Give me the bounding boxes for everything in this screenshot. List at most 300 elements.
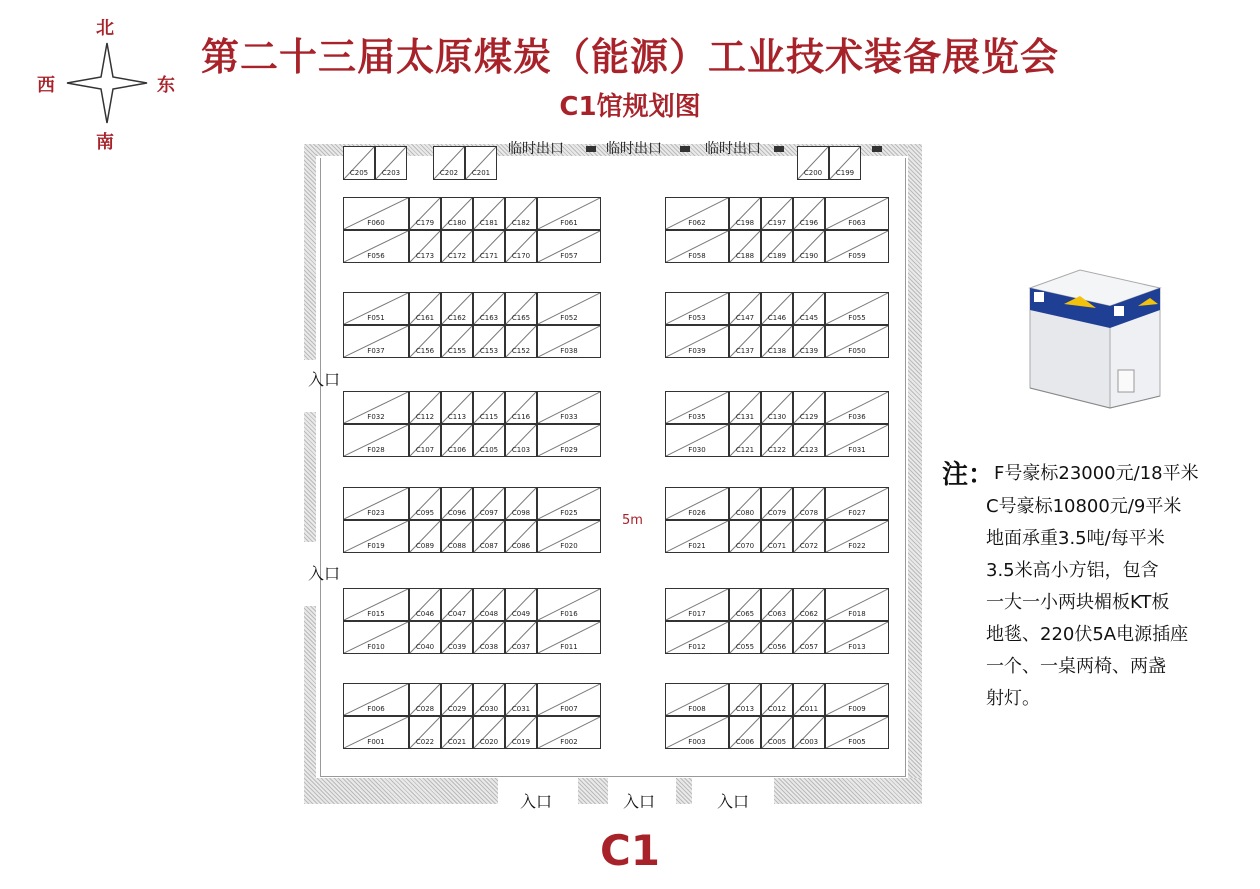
booth-f009[interactable]: [825, 683, 889, 716]
booth-number: F016: [560, 610, 578, 618]
booth-c152[interactable]: [505, 325, 537, 358]
booth-number: C115: [479, 413, 499, 421]
booth-number: C182: [511, 219, 531, 227]
booth-number: C056: [767, 643, 787, 651]
booth-number: C040: [415, 643, 435, 651]
booth-f033[interactable]: [537, 391, 601, 424]
booth-c037[interactable]: [505, 621, 537, 654]
booth-number: C096: [447, 509, 467, 517]
booth-c202[interactable]: [433, 146, 465, 180]
booth-number: C165: [511, 314, 531, 322]
booth-number: F025: [560, 509, 578, 517]
booth-number: C103: [511, 446, 531, 454]
booth-number: C145: [799, 314, 819, 322]
booth-f050[interactable]: [825, 325, 889, 358]
booth-number: F059: [848, 252, 866, 260]
wall-left-2: [304, 412, 316, 542]
booth-number: C098: [511, 509, 531, 517]
booth-f058[interactable]: [665, 230, 729, 263]
booth-illustration-image: [1000, 248, 1180, 416]
booth-c147[interactable]: [729, 292, 761, 325]
booth-number: C199: [835, 169, 855, 177]
entrance-bottom-1: 入口: [520, 792, 553, 811]
booth-c172[interactable]: [441, 230, 473, 263]
booth-number: C162: [447, 314, 467, 322]
booth-f063[interactable]: [825, 197, 889, 230]
booth-number: C131: [735, 413, 755, 421]
booth-f037[interactable]: [343, 325, 409, 358]
booth-number: C079: [767, 509, 787, 517]
booth-number: C012: [767, 705, 787, 713]
booth-number: C198: [735, 219, 755, 227]
booth-f021[interactable]: [665, 520, 729, 553]
wall-right: [908, 144, 922, 804]
booth-number: F023: [367, 509, 385, 517]
booth-c145[interactable]: [793, 292, 825, 325]
booth-f060[interactable]: [343, 197, 409, 230]
booth-f028[interactable]: [343, 424, 409, 457]
booth-number: C107: [415, 446, 435, 454]
temp-exit-label: 临时出口: [606, 141, 662, 157]
booth-number: C046: [415, 610, 435, 618]
aisle-width-label: 5m: [622, 513, 643, 528]
booth-number: C071: [767, 542, 787, 550]
booth-number: F051: [367, 314, 385, 322]
booth-number: C080: [735, 509, 755, 517]
booth-c078[interactable]: [793, 487, 825, 520]
booth-c129[interactable]: [793, 391, 825, 424]
booth-c146[interactable]: [761, 292, 793, 325]
booth-c139[interactable]: [793, 325, 825, 358]
entrance-left-2: 入口: [308, 564, 341, 583]
booth-f052[interactable]: [537, 292, 601, 325]
booth-c205[interactable]: [343, 146, 375, 180]
booth-number: F020: [560, 542, 578, 550]
booth-f001[interactable]: [343, 716, 409, 749]
booth-c049[interactable]: [505, 588, 537, 621]
booth-number: C121: [735, 446, 755, 454]
booth-c106[interactable]: [441, 424, 473, 457]
booth-number: F027: [848, 509, 866, 517]
booth-c170[interactable]: [505, 230, 537, 263]
booth-c088[interactable]: [441, 520, 473, 553]
booth-c071[interactable]: [761, 520, 793, 553]
temp-exit-label: 临时出口: [705, 141, 761, 157]
booth-number: C020: [479, 738, 499, 746]
note-line: 一大一小两块楣板KT板: [986, 592, 1170, 613]
booth-number: C123: [799, 446, 819, 454]
booth-number: C130: [767, 413, 787, 421]
booth-number: C203: [381, 169, 401, 177]
booth-f061[interactable]: [537, 197, 601, 230]
booth-c137[interactable]: [729, 325, 761, 358]
booth-number: C049: [511, 610, 531, 618]
booth-c022[interactable]: [409, 716, 441, 749]
booth-c062[interactable]: [793, 588, 825, 621]
booth-number: C129: [799, 413, 819, 421]
booth-number: F009: [848, 705, 866, 713]
booth-number: C055: [735, 643, 755, 651]
booth-c055[interactable]: [729, 621, 761, 654]
booth-c181[interactable]: [473, 197, 505, 230]
notes-panel: [942, 458, 1242, 715]
booth-c063[interactable]: [761, 588, 793, 621]
booth-c038[interactable]: [473, 621, 505, 654]
booth-f029[interactable]: [537, 424, 601, 457]
booth-number: F060: [367, 219, 385, 227]
wall-bottom-1: [304, 778, 498, 804]
booth-f016[interactable]: [537, 588, 601, 621]
booth-f036[interactable]: [825, 391, 889, 424]
booth-f015[interactable]: [343, 588, 409, 621]
booth-c189[interactable]: [761, 230, 793, 263]
booth-c122[interactable]: [761, 424, 793, 457]
booth-c173[interactable]: [409, 230, 441, 263]
booth-c199[interactable]: [829, 146, 861, 180]
booth-number: C161: [415, 314, 435, 322]
booth-f020[interactable]: [537, 520, 601, 553]
booth-number: C155: [447, 347, 467, 355]
booth-c040[interactable]: [409, 621, 441, 654]
booth-f062[interactable]: [665, 197, 729, 230]
booth-c203[interactable]: [375, 146, 407, 180]
booth-number: C196: [799, 219, 819, 227]
hall-label: C1: [599, 826, 661, 875]
booth-f002[interactable]: [537, 716, 601, 749]
booth-c138[interactable]: [761, 325, 793, 358]
booth-number: C147: [735, 314, 755, 322]
booth-number: C152: [511, 347, 531, 355]
booth-number: F038: [560, 347, 578, 355]
booth-number: F012: [688, 643, 706, 651]
booth-number: C122: [767, 446, 787, 454]
notes-heading: 注：: [942, 460, 995, 490]
booth-number: C070: [735, 542, 755, 550]
booth-c030[interactable]: [473, 683, 505, 716]
booth-number: C181: [479, 219, 499, 227]
booth-f018[interactable]: [825, 588, 889, 621]
booth-f026[interactable]: [665, 487, 729, 520]
booth-number: C038: [479, 643, 499, 651]
booth-number: C138: [767, 347, 787, 355]
wall-bottom-3: [676, 778, 692, 804]
booth-number: C065: [735, 610, 755, 618]
compass-north: 北: [96, 18, 114, 39]
booth-c153[interactable]: [473, 325, 505, 358]
booth-c095[interactable]: [409, 487, 441, 520]
booth-number: F026: [688, 509, 706, 517]
booth-number: C089: [415, 542, 435, 550]
temp-exit-label: 临时出口: [508, 141, 564, 157]
booth-number: F013: [848, 643, 866, 651]
page-title: 第二十三届太原煤炭（能源）工业技术装备展览会: [200, 35, 1059, 79]
booth-number: F061: [560, 219, 578, 227]
exit-marker: [872, 146, 882, 152]
exit-marker: [586, 146, 596, 152]
booth-c156[interactable]: [409, 325, 441, 358]
booth-f017[interactable]: [665, 588, 729, 621]
wall-left-1: [304, 144, 316, 360]
booth-f013[interactable]: [825, 621, 889, 654]
booth-number: F057: [560, 252, 578, 260]
booth-f003[interactable]: [665, 716, 729, 749]
booth-f056[interactable]: [343, 230, 409, 263]
booth-number: F019: [367, 542, 385, 550]
booth-f012[interactable]: [665, 621, 729, 654]
booth-f011[interactable]: [537, 621, 601, 654]
booth-number: F030: [688, 446, 706, 454]
booth-f039[interactable]: [665, 325, 729, 358]
booth-number: F015: [367, 610, 385, 618]
booth-f025[interactable]: [537, 487, 601, 520]
booth-number: F062: [688, 219, 706, 227]
booth-c188[interactable]: [729, 230, 761, 263]
booth-number: F056: [367, 252, 385, 260]
booth-number: C029: [447, 705, 467, 713]
booth-c057[interactable]: [793, 621, 825, 654]
booth-number: C088: [447, 542, 467, 550]
compass-icon: [62, 38, 152, 128]
booth-f008[interactable]: [665, 683, 729, 716]
booth-c029[interactable]: [441, 683, 473, 716]
booth-f032[interactable]: [343, 391, 409, 424]
booth-f055[interactable]: [825, 292, 889, 325]
entrance-bottom-2: 入口: [623, 792, 656, 811]
wall-left-3: [304, 606, 316, 804]
booth-number: C163: [479, 314, 499, 322]
booth-number: F063: [848, 219, 866, 227]
booth-number: C139: [799, 347, 819, 355]
booth-number: C047: [447, 610, 467, 618]
booth-c080[interactable]: [729, 487, 761, 520]
booth-number: F008: [688, 705, 706, 713]
note-line: C号豪标10800元/9平米: [986, 496, 1182, 517]
booth-number: C172: [447, 252, 467, 260]
booth-c048[interactable]: [473, 588, 505, 621]
booth-number: C039: [447, 643, 467, 651]
booth-c087[interactable]: [473, 520, 505, 553]
booth-number: C200: [803, 169, 823, 177]
note-line: F号豪标23000元/18平米: [994, 463, 1199, 484]
booth-c196[interactable]: [793, 197, 825, 230]
booth-number: C003: [799, 738, 819, 746]
booth-c031[interactable]: [505, 683, 537, 716]
booth-number: C013: [735, 705, 755, 713]
booth-c182[interactable]: [505, 197, 537, 230]
booth-f035[interactable]: [665, 391, 729, 424]
booth-number: C072: [799, 542, 819, 550]
wall-bottom-2: [578, 778, 608, 804]
booth-number: C097: [479, 509, 499, 517]
booth-c162[interactable]: [441, 292, 473, 325]
booth-f053[interactable]: [665, 292, 729, 325]
booth-c161[interactable]: [409, 292, 441, 325]
booth-c201[interactable]: [465, 146, 497, 180]
booth-c047[interactable]: [441, 588, 473, 621]
booth-c065[interactable]: [729, 588, 761, 621]
booth-number: C006: [735, 738, 755, 746]
booth-number: C048: [479, 610, 499, 618]
compass-east: 东: [157, 75, 175, 96]
booth-c056[interactable]: [761, 621, 793, 654]
booth-c020[interactable]: [473, 716, 505, 749]
booth-c086[interactable]: [505, 520, 537, 553]
booth-c079[interactable]: [761, 487, 793, 520]
booth-c121[interactable]: [729, 424, 761, 457]
booth-c070[interactable]: [729, 520, 761, 553]
booth-number: F003: [688, 738, 706, 746]
booth-c180[interactable]: [441, 197, 473, 230]
booth-number: F039: [688, 347, 706, 355]
booth-number: F029: [560, 446, 578, 454]
entrance-left-1: 入口: [308, 370, 341, 389]
booth-number: C170: [511, 252, 531, 260]
booth-c200[interactable]: [797, 146, 829, 180]
booth-number: C153: [479, 347, 499, 355]
booth-c115[interactable]: [473, 391, 505, 424]
booth-number: C005: [767, 738, 787, 746]
booth-number: C106: [447, 446, 467, 454]
booth-c021[interactable]: [441, 716, 473, 749]
booth-number: C146: [767, 314, 787, 322]
booth-number: F007: [560, 705, 578, 713]
booth-c013[interactable]: [729, 683, 761, 716]
booth-c046[interactable]: [409, 588, 441, 621]
booth-number: C171: [479, 252, 499, 260]
note-line: 3.5米高小方铝，包含: [986, 560, 1159, 581]
booth-number: C179: [415, 219, 435, 227]
booth-c165[interactable]: [505, 292, 537, 325]
booth-f059[interactable]: [825, 230, 889, 263]
booth-number: F036: [848, 413, 866, 421]
booth-number: C063: [767, 610, 787, 618]
booth-c103[interactable]: [505, 424, 537, 457]
booth-number: F010: [367, 643, 385, 651]
booth-c003[interactable]: [793, 716, 825, 749]
booth-number: C113: [447, 413, 467, 421]
booth-c072[interactable]: [793, 520, 825, 553]
booth-f057[interactable]: [537, 230, 601, 263]
booth-f023[interactable]: [343, 487, 409, 520]
booth-number: F021: [688, 542, 706, 550]
booth-c105[interactable]: [473, 424, 505, 457]
booth-number: C156: [415, 347, 435, 355]
booth-number: F001: [367, 738, 385, 746]
booth-number: F018: [848, 610, 866, 618]
booth-c171[interactable]: [473, 230, 505, 263]
booth-number: C202: [439, 169, 459, 177]
booth-number: C116: [511, 413, 531, 421]
booth-number: F035: [688, 413, 706, 421]
booth-c097[interactable]: [473, 487, 505, 520]
booth-number: F006: [367, 705, 385, 713]
booth-c039[interactable]: [441, 621, 473, 654]
booth-c131[interactable]: [729, 391, 761, 424]
booth-number: C201: [471, 169, 491, 177]
booth-f019[interactable]: [343, 520, 409, 553]
booth-number: C037: [511, 643, 531, 651]
booth-number: C197: [767, 219, 787, 227]
booth-number: C137: [735, 347, 755, 355]
booth-f005[interactable]: [825, 716, 889, 749]
booth-f010[interactable]: [343, 621, 409, 654]
booth-number: F005: [848, 738, 866, 746]
booth-number: F052: [560, 314, 578, 322]
booth-c179[interactable]: [409, 197, 441, 230]
booth-number: C188: [735, 252, 755, 260]
booth-c096[interactable]: [441, 487, 473, 520]
booth-number: F002: [560, 738, 578, 746]
booth-number: C057: [799, 643, 819, 651]
booth-number: C095: [415, 509, 435, 517]
booth-c006[interactable]: [729, 716, 761, 749]
page-subtitle: C1馆规划图: [559, 92, 701, 122]
booth-c028[interactable]: [409, 683, 441, 716]
booth-c112[interactable]: [409, 391, 441, 424]
booth-c123[interactable]: [793, 424, 825, 457]
booth-c012[interactable]: [761, 683, 793, 716]
booth-number: C190: [799, 252, 819, 260]
booth-number: C062: [799, 610, 819, 618]
booth-number: C173: [415, 252, 435, 260]
booth-f038[interactable]: [537, 325, 601, 358]
booth-number: F050: [848, 347, 866, 355]
booth-number: F033: [560, 413, 578, 421]
booth-f031[interactable]: [825, 424, 889, 457]
booth-c116[interactable]: [505, 391, 537, 424]
booth-c113[interactable]: [441, 391, 473, 424]
booth-number: C086: [511, 542, 531, 550]
booth-number: C021: [447, 738, 467, 746]
booth-c107[interactable]: [409, 424, 441, 457]
booth-number: F058: [688, 252, 706, 260]
booth-number: F031: [848, 446, 866, 454]
booth-number: F053: [688, 314, 706, 322]
booth-number: C031: [511, 705, 531, 713]
booth-c005[interactable]: [761, 716, 793, 749]
booth-number: C011: [799, 705, 819, 713]
booth-c190[interactable]: [793, 230, 825, 263]
booth-c019[interactable]: [505, 716, 537, 749]
booth-f027[interactable]: [825, 487, 889, 520]
booth-number: C022: [415, 738, 435, 746]
wall-bottom-4: [774, 778, 922, 804]
booth-c098[interactable]: [505, 487, 537, 520]
entrance-bottom-3: 入口: [717, 792, 750, 811]
booth-f006[interactable]: [343, 683, 409, 716]
booth-f022[interactable]: [825, 520, 889, 553]
booth-f051[interactable]: [343, 292, 409, 325]
booth-number: F055: [848, 314, 866, 322]
booth-number: C078: [799, 509, 819, 517]
booth-c011[interactable]: [793, 683, 825, 716]
booth-number: F037: [367, 347, 385, 355]
booth-c155[interactable]: [441, 325, 473, 358]
booth-number: C189: [767, 252, 787, 260]
booth-number: C180: [447, 219, 467, 227]
booth-c089[interactable]: [409, 520, 441, 553]
booth-number: F032: [367, 413, 385, 421]
booth-number: C087: [479, 542, 499, 550]
booth-f030[interactable]: [665, 424, 729, 457]
booth-c130[interactable]: [761, 391, 793, 424]
booth-c198[interactable]: [729, 197, 761, 230]
booth-number: C205: [349, 169, 369, 177]
booth-c197[interactable]: [761, 197, 793, 230]
booth-number: C105: [479, 446, 499, 454]
booth-c163[interactable]: [473, 292, 505, 325]
booth-f007[interactable]: [537, 683, 601, 716]
